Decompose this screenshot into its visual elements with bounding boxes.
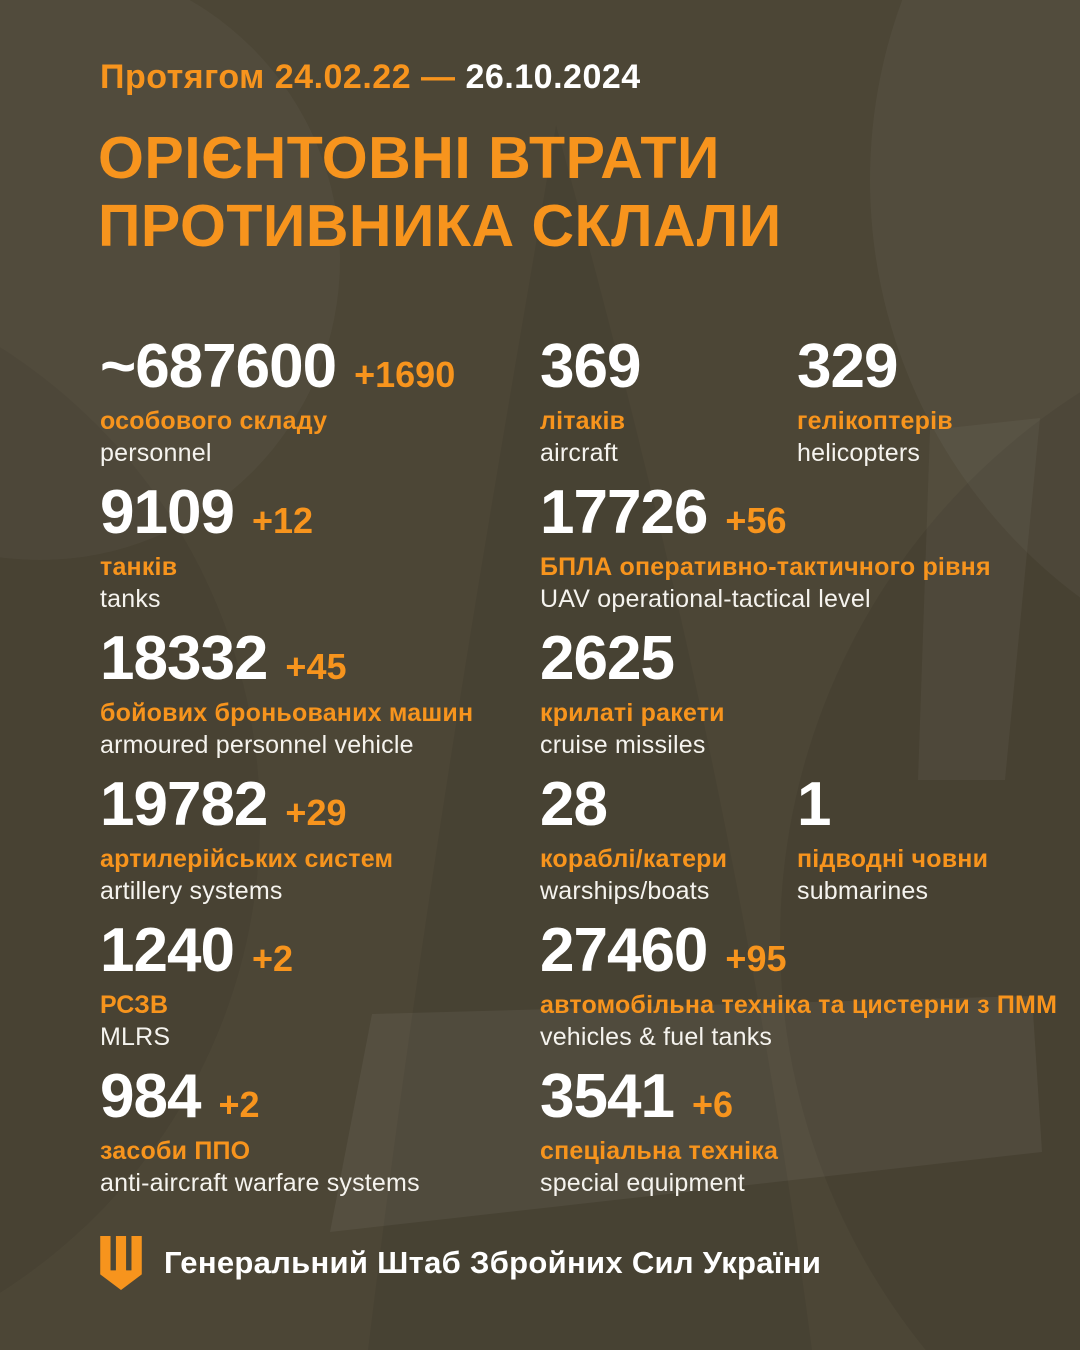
stat-uav-operational-tactical-level	[540, 478, 1044, 628]
stat-delta: +95	[725, 938, 787, 979]
stat-warships-boats	[540, 770, 797, 920]
stat-value-line	[540, 916, 1044, 985]
stat-label-en: artillery systems	[100, 877, 283, 905]
stat-value-line	[100, 1062, 540, 1131]
stat-label-en: UAV operational-tactical level	[540, 585, 871, 613]
stat-label-uk: літаків	[540, 407, 626, 435]
stat-label-en: cruise missiles	[540, 731, 706, 759]
stat-value: 9109	[100, 478, 234, 547]
stat-value-line	[540, 332, 797, 401]
stat-artillery-systems	[100, 770, 540, 920]
page-title-line1: ОРІЄНТОВНІ ВТРАТИ	[98, 125, 720, 191]
stat-label-uk: БПЛА оперативно-тактичного рівня	[540, 553, 991, 581]
stat-label-uk: кораблі/катери	[540, 845, 728, 873]
stat-label-uk: спеціальна техніка	[540, 1137, 779, 1165]
stat-label-uk: гелікоптерів	[797, 407, 953, 435]
stat-label-uk: бойових броньованих машин	[100, 699, 474, 727]
stat-delta: +45	[285, 646, 347, 687]
stat-label-en: anti-aircraft warfare systems	[100, 1169, 420, 1197]
stat-delta: +1690	[354, 354, 456, 395]
stat-value: 369	[540, 332, 641, 401]
stat-value-line	[540, 770, 797, 839]
stat-value-line	[540, 478, 1044, 547]
stat-value-line	[540, 624, 1044, 693]
page-title-line2: ПРОТИВНИКА СКЛАЛИ	[98, 193, 782, 259]
stat-value: 27460	[540, 916, 708, 985]
stat-aircraft	[540, 332, 797, 482]
stat-label-en: vehicles & fuel tanks	[540, 1023, 773, 1051]
page-title	[98, 124, 782, 260]
period-date: 26.10.2024	[465, 58, 641, 96]
stat-delta: +56	[725, 500, 787, 541]
stats-row-5	[100, 916, 1058, 1066]
stat-armoured-personnel-vehicle	[100, 624, 540, 774]
stat-value: 984	[100, 1062, 201, 1131]
stat-delta: +6	[691, 1084, 733, 1125]
stat-label-en: MLRS	[100, 1023, 171, 1051]
stat-submarines	[797, 770, 1044, 920]
stats-row-1	[100, 332, 1044, 482]
stat-label-uk: автомобільна техніка та цистерни з ПММ	[540, 991, 1058, 1019]
period-prefix: Протягом 24.02.22 —	[100, 58, 456, 96]
stat-value: 1240	[100, 916, 234, 985]
stat-label-uk: танків	[100, 553, 178, 581]
stat-label-uk: підводні човни	[797, 845, 989, 873]
stat-label-uk: особового складу	[100, 407, 328, 435]
stat-delta: +29	[285, 792, 347, 833]
stat-value: 2625	[540, 624, 674, 693]
stat-label-en: personnel	[100, 439, 212, 467]
stat-mlrs	[100, 916, 540, 1066]
stat-value-line	[100, 916, 540, 985]
stat-label-en: helicopters	[797, 439, 921, 467]
stat-value-line	[540, 1062, 1044, 1131]
stats-grid	[100, 332, 1058, 1212]
stat-label-en: submarines	[797, 877, 929, 905]
tryzub-icon	[100, 1236, 142, 1290]
stat-delta: +12	[251, 500, 314, 541]
stats-row-3	[100, 624, 1044, 774]
header	[100, 58, 641, 97]
stat-value: 329	[797, 332, 898, 401]
footer	[100, 1236, 821, 1290]
stat-special-equipment	[540, 1062, 1044, 1212]
stat-value: 3541	[540, 1062, 674, 1131]
stat-label-uk: артилерійських систем	[100, 845, 394, 873]
stat-label-uk: РСЗВ	[100, 991, 169, 1019]
stat-label-uk: крилаті ракети	[540, 699, 725, 727]
stat-value-line	[797, 332, 1044, 401]
stat-value: 28	[540, 770, 607, 839]
stats-row-4	[100, 770, 1044, 920]
stat-value: 1	[797, 770, 831, 839]
stat-label-uk: засоби ППО	[100, 1137, 251, 1165]
footer-org-name: Генеральний Штаб Збройних Сил України	[164, 1245, 822, 1280]
stat-label-en: warships/boats	[540, 877, 710, 905]
stat-label-en: tanks	[100, 585, 161, 613]
stat-value: 17726	[540, 478, 708, 547]
stat-helicopters	[797, 332, 1044, 482]
stat-label-en: aircraft	[540, 439, 619, 467]
stat-value-line	[100, 624, 540, 693]
stat-delta: +2	[251, 938, 293, 979]
stats-row-2	[100, 478, 1044, 628]
stat-value: 18332	[100, 624, 268, 693]
stat-anti-aircraft-warfare-systems	[100, 1062, 540, 1212]
stat-value: 19782	[100, 770, 268, 839]
period-line	[100, 58, 641, 97]
stat-personnel	[100, 332, 540, 482]
stat-tanks	[100, 478, 540, 628]
stat-value: ~687600	[100, 332, 337, 401]
stat-delta: +2	[218, 1084, 260, 1125]
stats-row-6	[100, 1062, 1044, 1212]
stat-cruise-missiles	[540, 624, 1044, 774]
stat-label-en: special equipment	[540, 1169, 745, 1197]
stat-value-line	[100, 478, 540, 547]
stat-value-line	[797, 770, 1044, 839]
stat-value-line	[100, 770, 540, 839]
stat-label-en: armoured personnel vehicle	[100, 731, 414, 759]
stat-vehicles-fuel-tanks	[540, 916, 1058, 1066]
stat-value-line	[100, 332, 540, 401]
